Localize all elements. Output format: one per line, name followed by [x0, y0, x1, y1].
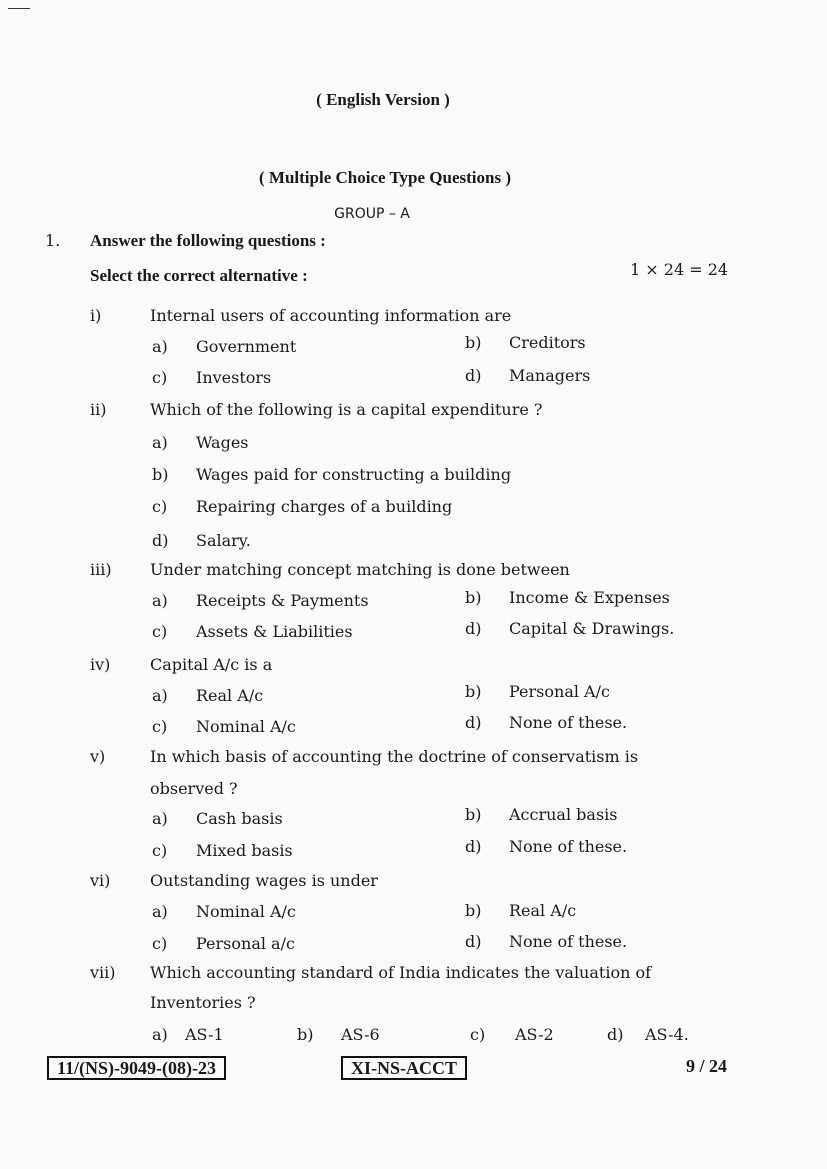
- option-label: b): [465, 805, 482, 824]
- question-number: vii): [90, 963, 116, 982]
- option-label: a): [152, 433, 168, 452]
- option-text: AS-2: [515, 1025, 554, 1044]
- question-number: i): [90, 306, 102, 325]
- question-text: Capital A/c is a: [150, 655, 273, 674]
- option-text: Nominal A/c: [196, 717, 296, 736]
- instruction: Answer the following questions :: [90, 231, 326, 250]
- option-label: b): [152, 465, 169, 484]
- option-text: Personal a/c: [196, 934, 295, 953]
- option-label: b): [297, 1025, 314, 1044]
- option-text: Wages paid for constructing a building: [196, 465, 512, 484]
- option-text: None of these.: [509, 837, 628, 856]
- option-text: Mixed basis: [196, 841, 293, 860]
- option-text: None of these.: [509, 932, 628, 951]
- option-text: Nominal A/c: [196, 902, 296, 921]
- option-text: Cash basis: [196, 809, 283, 828]
- option-label: d): [465, 713, 482, 732]
- option-text: Assets & Liabilities: [196, 622, 353, 641]
- option-text: Income & Expenses: [509, 588, 670, 607]
- option-text: Accrual basis: [509, 805, 618, 824]
- subject-code: XI-NS-ACCT: [341, 1056, 467, 1080]
- option-label: d): [607, 1025, 624, 1044]
- question-text: Which of the following is a capital expenditure ?: [150, 400, 543, 419]
- question-number: vi): [90, 871, 111, 890]
- paper-code: 11/(NS)-9049-(08)-23: [47, 1056, 226, 1080]
- option-text: Investors: [196, 368, 272, 387]
- option-text: Repairing charges of a building: [196, 497, 453, 516]
- question-text: Under matching concept matching is done between: [150, 560, 570, 579]
- version-heading: ( English Version ): [316, 90, 450, 109]
- question-text: Which accounting standard of India indicates the valuation of: [150, 963, 652, 982]
- option-label: d): [465, 932, 482, 951]
- option-text: Personal A/c: [509, 682, 610, 701]
- section-heading: ( Multiple Choice Type Questions ): [258, 168, 512, 187]
- option-text: Real A/c: [509, 901, 577, 920]
- option-label: c): [152, 497, 168, 516]
- option-label: a): [152, 902, 168, 921]
- question-number: v): [90, 747, 106, 766]
- option-label: b): [465, 588, 482, 607]
- option-label: a): [152, 1025, 168, 1044]
- question-number: 1.: [45, 231, 61, 250]
- option-label: c): [152, 717, 168, 736]
- question-text: Internal users of accounting information are: [150, 306, 512, 325]
- option-text: None of these.: [509, 713, 628, 732]
- option-label: c): [152, 368, 168, 387]
- option-label: b): [465, 682, 482, 701]
- question-text: In which basis of accounting the doctrine of conservatism is: [150, 747, 639, 766]
- option-label: a): [152, 686, 168, 705]
- question-text-continued: Inventories ?: [150, 993, 256, 1012]
- option-text: Creditors: [509, 333, 586, 352]
- scan-mark: [8, 8, 30, 9]
- option-text: AS-1: [185, 1025, 224, 1044]
- marks: 1 × 24 = 24: [630, 260, 729, 279]
- option-text: Receipts & Payments: [196, 591, 369, 610]
- group-heading: GROUP – A: [334, 206, 410, 222]
- page-number: 9 / 24: [686, 1056, 728, 1076]
- option-text: Managers: [509, 366, 591, 385]
- question-number: iv): [90, 655, 111, 674]
- question-text-continued: observed ?: [150, 779, 238, 798]
- option-label: d): [152, 531, 169, 550]
- option-label: c): [152, 934, 168, 953]
- option-text: Capital & Drawings.: [509, 619, 675, 638]
- option-label: c): [470, 1025, 486, 1044]
- option-label: b): [465, 901, 482, 920]
- option-text: AS-4.: [645, 1025, 689, 1044]
- option-label: a): [152, 591, 168, 610]
- option-label: c): [152, 841, 168, 860]
- sub-instruction: Select the correct alternative :: [90, 266, 308, 285]
- option-text: Wages: [196, 433, 249, 452]
- option-label: b): [465, 333, 482, 352]
- question-number: iii): [90, 560, 112, 579]
- option-text: AS-6: [341, 1025, 380, 1044]
- option-label: c): [152, 622, 168, 641]
- option-label: d): [465, 837, 482, 856]
- option-label: a): [152, 809, 168, 828]
- question-text: Outstanding wages is under: [150, 871, 378, 890]
- option-text: Government: [196, 337, 297, 356]
- option-text: Salary.: [196, 531, 251, 550]
- option-text: Real A/c: [196, 686, 264, 705]
- option-label: d): [465, 366, 482, 385]
- question-number: ii): [90, 400, 107, 419]
- option-label: d): [465, 619, 482, 638]
- option-label: a): [152, 337, 168, 356]
